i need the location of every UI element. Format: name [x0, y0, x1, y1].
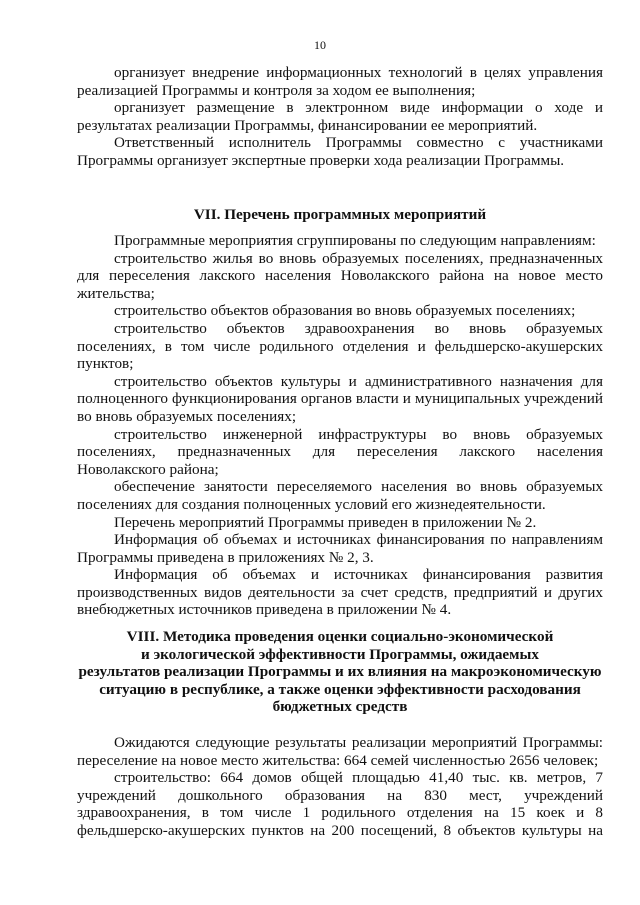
section-7-body: [77, 232, 603, 619]
section-heading-line: ситуацию в республике, а также оценки эффективности расходования: [99, 680, 581, 698]
intro-text: [77, 64, 603, 170]
paragraph: обеспечение занятости переселяемого населения во вновь образуемых поселениях для создания полноценных условий его жизнедеятельности.: [77, 478, 603, 513]
section-heading-line: и экологической эффективности Программы, ожидаемых: [141, 645, 539, 663]
section-8: [77, 628, 603, 716]
paragraph: Ожидаются следующие результаты реализации мероприятий Программы: переселение на новое место жительства: 664 семей численностью 2656 человек;: [77, 734, 603, 769]
section-8-body: [77, 734, 603, 840]
paragraph: Информация об объемах и источниках финансирования развития производственных видов деятельности за счет средств, предприятий и других внебюджетных источников приведена в приложении № 4.: [77, 566, 603, 619]
paragraph: строительство объектов культуры и административного назначения для полноценного функционирования органов власти и муниципальных учреждений во вновь образуемых поселениях;: [77, 372, 603, 425]
paragraph: строительство жилья во вновь образуемых поселениях, предназначенных для переселения лакского населения Новолакского района на новое место жительства;: [77, 249, 603, 302]
paragraph: Ответственный исполнитель Программы совместно с участниками Программы организует экспертные проверки хода реализации Программы.: [77, 134, 603, 169]
paragraph: Программные мероприятия сгруппированы по следующим направлениям:: [114, 232, 596, 249]
section-heading: VII. Перечень программных мероприятий: [193, 206, 487, 223]
paragraph: строительство объектов здравоохранения во вновь образуемых поселениях, в том числе родильного отделения и фельдшерско-акушерских пунктов;: [77, 319, 603, 373]
paragraph: строительство: 664 домов общей площадью 41,40 тыс. кв. метров, 7 учреждений дошкольного образования на 830 мест, учреждений здравоохранения, в том числе 1 родильного отделения на 15 коек и 8 фельдшерско-акушерских пунктов на 200 посещений, 8 объектов культуры на: [77, 769, 603, 839]
section-heading-line: бюджетных средств: [272, 698, 408, 716]
page-number: 10: [314, 38, 326, 52]
paragraph: строительство объектов образования во вновь образуемых поселениях;: [114, 302, 576, 320]
paragraph: Информация об объемах и источниках финансирования по направлениям Программы приведена в приложениях № 2, 3.: [77, 531, 603, 566]
section-7: [77, 206, 603, 224]
section-heading-line: VIII. Методика проведения оценки социально-экономической: [126, 628, 554, 645]
section-heading-line: результатов реализации Программы и их влияния на макроэкономическую: [78, 663, 602, 681]
paragraph: организует внедрение информационных технологий в целях управления реализацией Программы и контроля за ходом ее выполнения;: [77, 64, 603, 99]
paragraph: Перечень мероприятий Программы приведен в приложении № 2.: [114, 513, 537, 531]
paragraph: организует размещение в электронном виде информации о ходе и результатах реализации Программы, финансировании ее мероприятий.: [77, 99, 603, 134]
paragraph: строительство инженерной инфраструктуры во вновь образуемых поселениях, предназначенных для переселения лакского населения Новолакского района;: [77, 425, 603, 478]
